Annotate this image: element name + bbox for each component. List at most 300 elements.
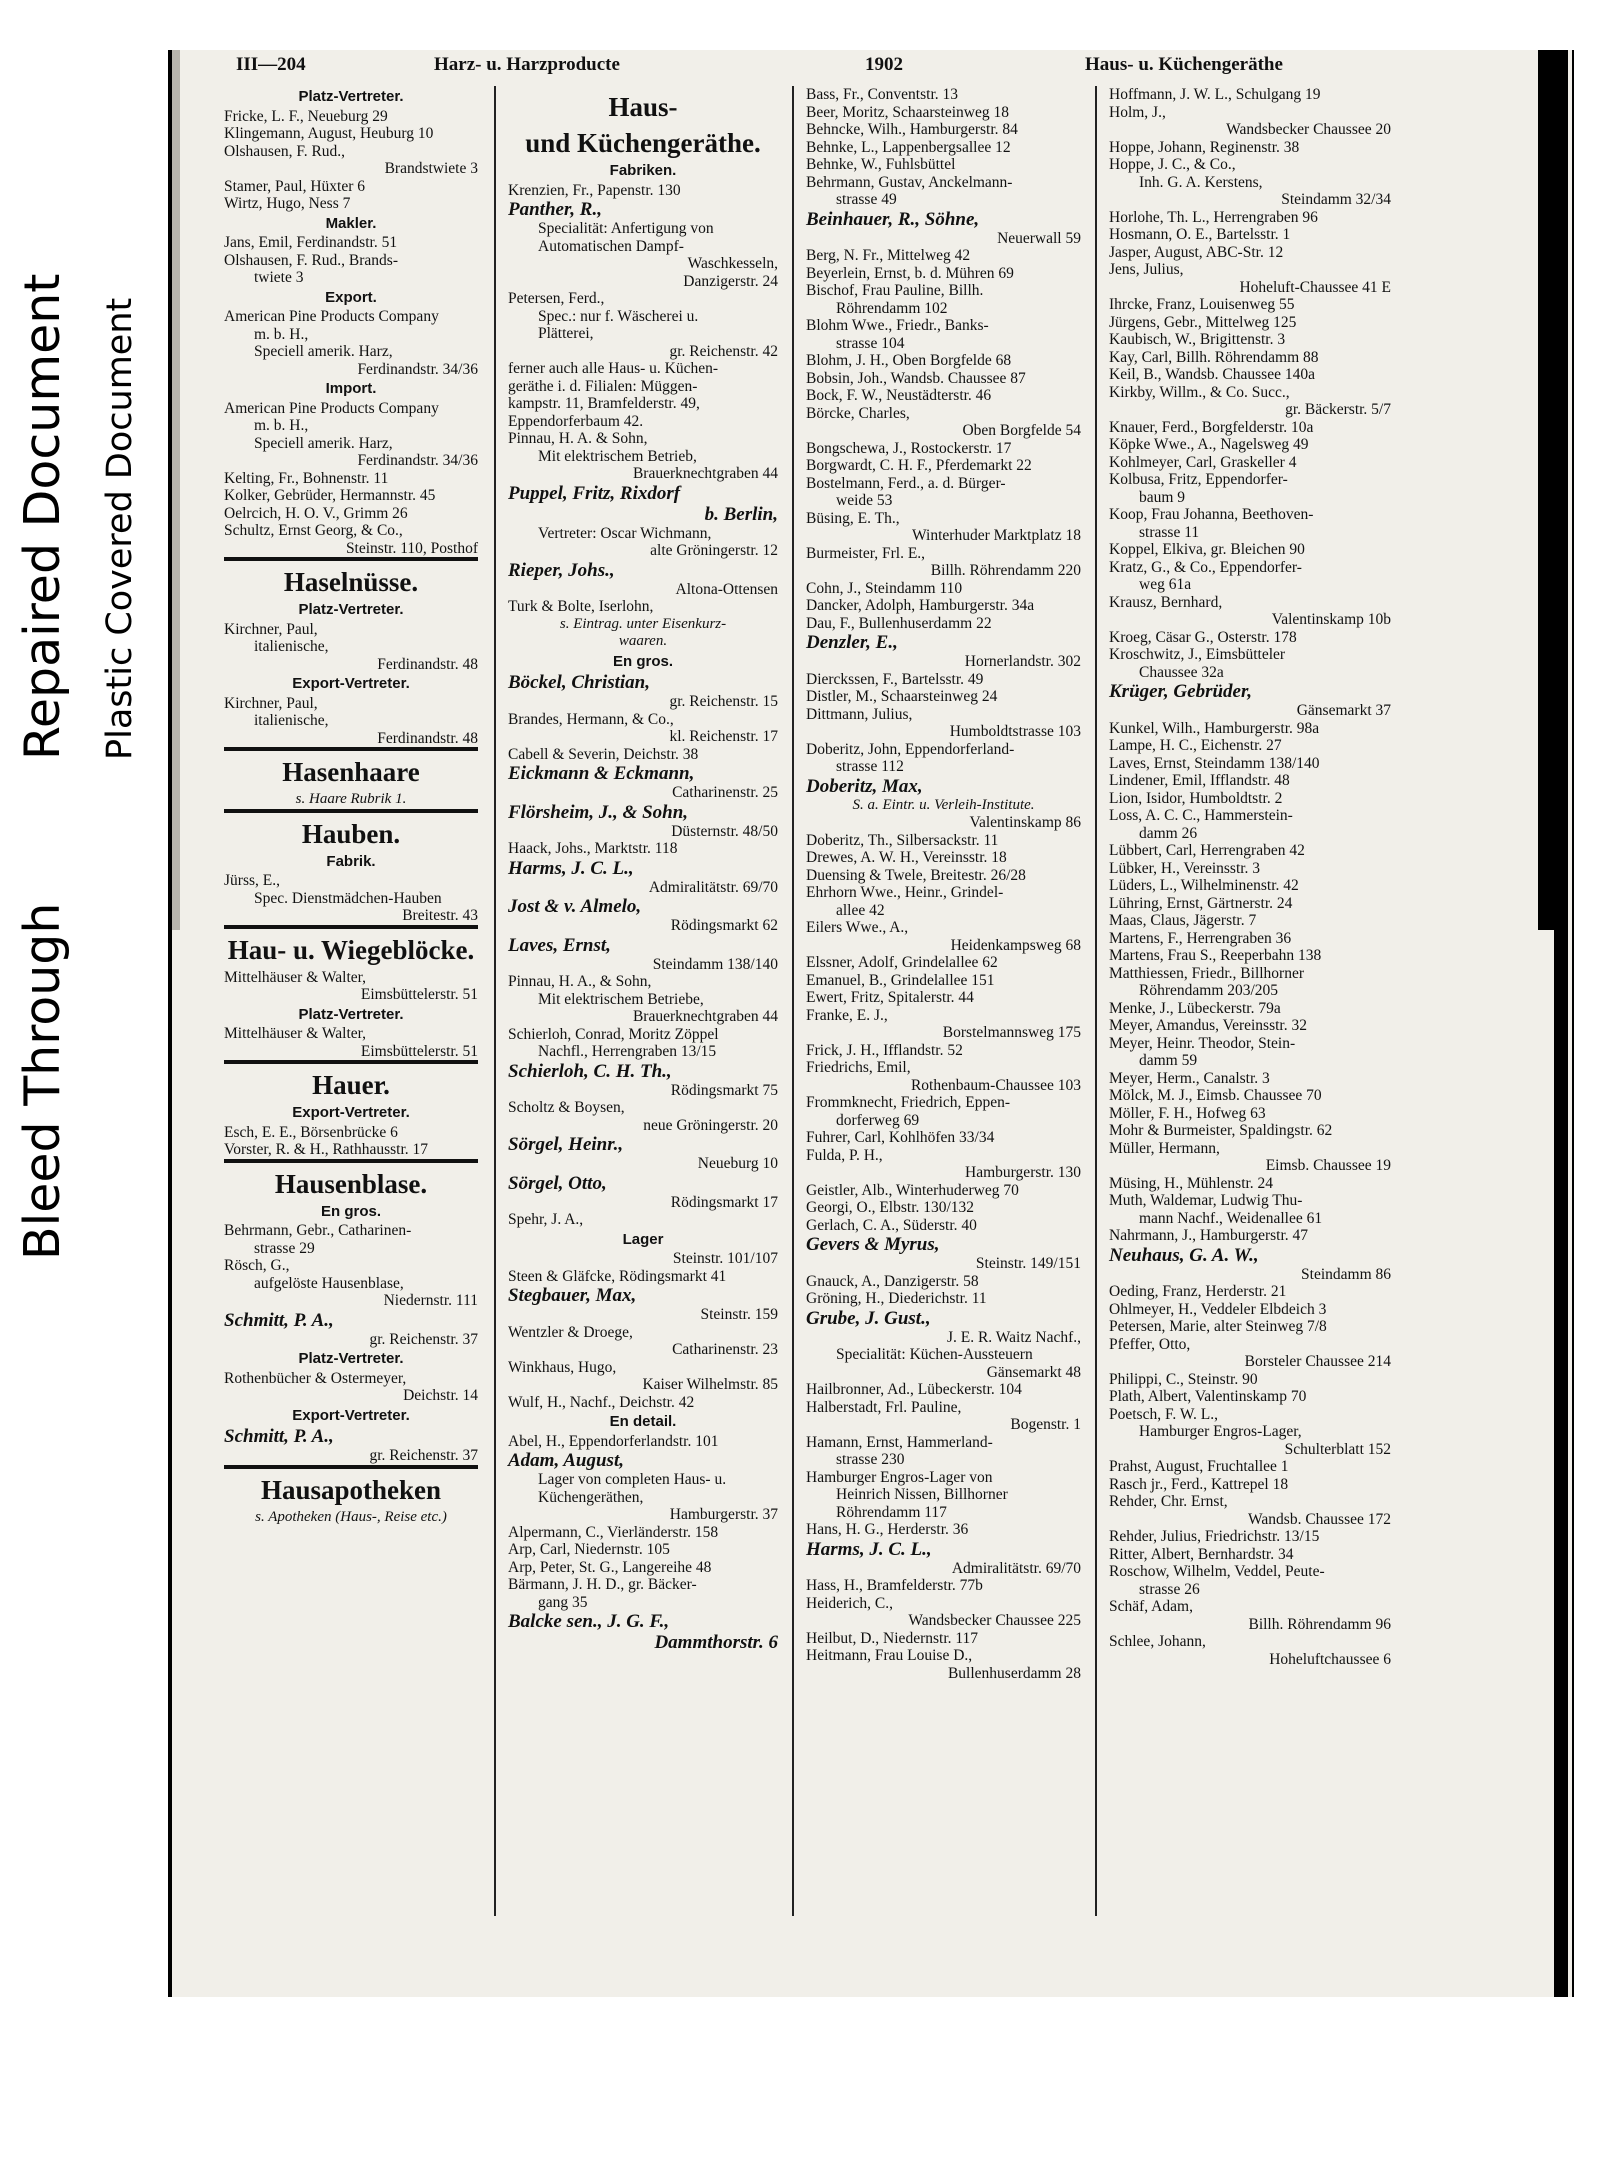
directory-line: s. Apotheken (Haus-, Reise etc.): [255, 1508, 447, 1525]
directory-line: Jürss, E.,: [224, 872, 280, 889]
directory-line: Arp, Carl, Niedernstr. 105: [508, 1541, 670, 1558]
directory-line: Heiderich, C.,: [806, 1594, 893, 1612]
directory-line: Abel, H., Eppendorferlandstr. 101: [508, 1432, 719, 1450]
directory-line: Kratz, G., & Co., Eppendorfer-: [1109, 558, 1302, 576]
directory-line: Kay, Carl, Billh. Röhrendamm 88: [1109, 348, 1319, 366]
directory-line: Ewert, Fritz, Spitalerstr. 44: [806, 989, 974, 1006]
directory-line: Alpermann, C., Vierländerstr. 158: [508, 1523, 719, 1541]
directory-line: Hamburgerstr. 130: [965, 1164, 1081, 1181]
directory-line: Bullenhuserdamm 28: [947, 1664, 1081, 1682]
directory-line: Dau, F., Bullenhuserdamm 22: [806, 614, 992, 632]
directory-line: Beyerlein, Ernst, b. d. Mühren 69: [806, 264, 1014, 282]
directory-line: Fricke, L. F., Neueburg 29: [224, 107, 388, 125]
featured-entry: Schmitt, P. A.,: [224, 1426, 334, 1447]
directory-line: Behncke, Wilh., Hamburgerstr. 84: [806, 121, 1018, 138]
directory-line: Lübker, H., Vereinsstr. 3: [1109, 859, 1261, 877]
directory-line: Rothenbaum-Chaussee 103: [910, 1076, 1081, 1094]
directory-line: Georgi, O., Elbstr. 130/132: [806, 1199, 975, 1216]
directory-line: Brandstwiete 3: [384, 160, 478, 177]
directory-line: Rödingsmarkt 17: [670, 1193, 778, 1211]
directory-line: allee 42: [836, 901, 885, 919]
directory-line: Steinstr. 159: [700, 1306, 778, 1323]
directory-line: Heitmann, Frau Louise D.,: [806, 1647, 973, 1664]
directory-line: Steindamm 32/34: [1281, 191, 1391, 208]
directory-line: Vertreter: Oscar Wichmann,: [538, 524, 712, 542]
directory-line: Nahrmann, J., Hamburgerstr. 47: [1109, 1227, 1309, 1244]
directory-line: Hamburger Engros-Lager von: [806, 1468, 993, 1486]
directory-line: Düsternstr. 48/50: [671, 822, 778, 840]
directory-line: neue Gröningerstr. 20: [643, 1116, 778, 1134]
directory-line: Kirchner, Paul,: [224, 620, 318, 638]
section-heading: Hau- u. Wiegeblöcke.: [227, 934, 475, 965]
label-repaired-document: Repaired Document: [14, 273, 71, 760]
directory-line: Müller, Hermann,: [1109, 1139, 1220, 1157]
directory-line: Hosmann, O. E., Bartelsstr. 1: [1109, 226, 1291, 243]
directory-line: s. Eintrag. unter Eisenkurz-: [559, 615, 727, 632]
featured-entry: Flörsheim, J., & Sohn,: [508, 801, 689, 823]
featured-entry: Laves, Ernst,: [508, 934, 611, 956]
directory-line: Mittelhäuser & Walter,: [224, 1025, 367, 1042]
directory-line: Cohn, J., Steindamm 110: [806, 579, 963, 597]
directory-line: Hoheluft-Chaussee 41 E: [1239, 278, 1391, 296]
section-heading: Hauben.: [301, 818, 401, 849]
directory-line: Röhrendamm 117: [836, 1503, 947, 1521]
directory-line: Behnke, L., Lappenbergsallee 12: [806, 138, 1011, 156]
directory-line: Chaussee 32a: [1139, 663, 1224, 681]
directory-line: Ferdinandstr. 34/36: [357, 452, 478, 469]
featured-entry: Dammthorstr. 6: [654, 1632, 778, 1653]
directory-line: Catharinenstr. 25: [672, 784, 778, 801]
directory-line: aufgelöste Hausenblase,: [254, 1274, 404, 1292]
directory-line: ferner auch alle Haus- u. Küchen-: [508, 360, 719, 377]
directory-line: Horlohe, Th. L., Herrengraben 96: [1109, 208, 1318, 226]
directory-line: Fuhrer, Carl, Kohlhöfen 33/34: [806, 1129, 995, 1146]
directory-line: Schierloh, Conrad, Moritz Zöppel: [508, 1025, 719, 1043]
directory-line: Eimsbüttelerstr. 51: [360, 1042, 478, 1060]
directory-line: Billh. Röhrendamm 96: [1248, 1615, 1391, 1633]
directory-line: Ferdinandstr. 48: [377, 729, 478, 747]
directory-line: Vorster, R. & H., Rathhausstr. 17: [224, 1141, 429, 1158]
featured-entry: Balcke sen., J. G. F.,: [508, 1611, 670, 1632]
directory-line: Pinnau, H. A. & Sohn,: [508, 430, 648, 447]
directory-line: Automatischen Dampf-: [538, 237, 684, 255]
directory-line: Humboldtstrasse 103: [949, 723, 1081, 740]
directory-line: gr. Reichenstr. 42: [669, 342, 778, 360]
directory-line: Köpke Wwe., A., Nagelsweg 49: [1109, 436, 1309, 453]
directory-line: Hoppe, Johann, Reginenstr. 38: [1109, 138, 1300, 156]
page-number: III—204: [236, 54, 306, 75]
directory-line: Oeding, Franz, Herderstr. 21: [1109, 1283, 1287, 1300]
directory-line: Brauerknechtgraben 44: [632, 1008, 778, 1025]
subsection-heading: Fabriken.: [609, 162, 677, 179]
directory-line: Möller, F. H., Hofweg 63: [1109, 1104, 1266, 1122]
featured-entry: Harms, J. C. L.,: [806, 1538, 932, 1560]
directory-line: Ehrhorn Wwe., Heinr., Grindel-: [806, 884, 1004, 901]
directory-line: Plätterei,: [538, 325, 594, 342]
directory-line: Jürgens, Gebr., Mittelweg 125: [1109, 313, 1297, 331]
directory-line: Borgwardt, C. H. F., Pferdemarkt 22: [806, 457, 1032, 474]
directory-line: Martens, Frau S., Reeperbahn 138: [1109, 947, 1322, 964]
directory-line: Röhrendamm 203/205: [1139, 982, 1279, 999]
directory-line: Valentinskamp 86: [969, 814, 1081, 831]
directory-line: Scholtz & Boysen,: [508, 1099, 625, 1116]
directory-line: Hans, H. G., Herderstr. 36: [806, 1521, 969, 1538]
directory-line: Specialität: Anfertigung von: [538, 220, 714, 237]
directory-line: gr. Bäckerstr. 5/7: [1285, 401, 1391, 418]
directory-line: Jans, Emil, Ferdinandstr. 51: [224, 234, 398, 251]
directory-line: Oben Borgfelde 54: [962, 422, 1081, 439]
directory-line: Lion, Isidor, Humboldtstr. 2: [1109, 789, 1283, 807]
directory-line: Martens, F., Herrengraben 36: [1109, 929, 1292, 947]
directory-line: Rehder, Chr. Ernst,: [1109, 1493, 1228, 1510]
directory-line: Koop, Frau Johanna, Beethoven-: [1109, 506, 1314, 523]
directory-line: Altona-Ottensen: [675, 580, 778, 598]
directory-line: Lüders, L., Wilhelminenstr. 42: [1109, 877, 1299, 894]
directory-line: Olshausen, F. Rud.,: [224, 142, 346, 160]
directory-line: Wulf, H., Nachf., Deichstr. 42: [508, 1393, 695, 1411]
directory-line: Heilbut, D., Niedernstr. 117: [806, 1629, 979, 1647]
directory-line: strasse 230: [836, 1451, 905, 1468]
top-margin: [0, 0, 1600, 50]
directory-line: italienische,: [254, 712, 329, 729]
section-heading: Hasenhaare: [282, 757, 420, 787]
directory-line: Pfeffer, Otto,: [1109, 1335, 1191, 1353]
directory-line: Specialität: Küchen-Aussteuern: [836, 1346, 1033, 1363]
directory-line: Prahst, August, Fruchtallee 1: [1109, 1458, 1289, 1475]
column-divider: [494, 86, 496, 1916]
directory-line: Jens, Julius,: [1109, 261, 1184, 278]
directory-line: dorferweg 69: [836, 1111, 920, 1129]
directory-line: Ferdinandstr. 34/36: [357, 360, 478, 378]
directory-line: Mölck, M. J., Eimsb. Chaussee 70: [1109, 1087, 1322, 1104]
column-1: [224, 86, 478, 1526]
directory-line: Speciell amerik. Harz,: [254, 434, 393, 452]
directory-line: Krenzien, Fr., Papenstr. 130: [508, 181, 681, 199]
directory-line: Mittelhäuser & Walter,: [224, 968, 367, 986]
featured-entry: Stegbauer, Max,: [508, 1285, 637, 1306]
subsection-heading: Export.: [325, 288, 377, 306]
directory-line: Neueburg 10: [697, 1155, 778, 1172]
directory-line: Muth, Waldemar, Ludwig Thu-: [1109, 1192, 1303, 1209]
directory-line: kl. Reichenstr. 17: [669, 728, 778, 745]
subsection-heading: Export-Vertreter.: [292, 675, 410, 692]
directory-line: Spehr, J. A.,: [508, 1211, 584, 1228]
directory-line: Spec. Dienstmädchen-Hauben: [254, 889, 442, 907]
directory-line: Kirkby, Willm., & Co. Succ.,: [1109, 383, 1290, 401]
featured-entry: Adam, August,: [508, 1450, 624, 1471]
section-rule: [224, 557, 478, 561]
directory-line: Heinrich Nissen, Billhorner: [836, 1486, 1008, 1503]
directory-line: Poetsch, F. W. L.,: [1109, 1405, 1218, 1423]
featured-entry: Grube, J. Gust.,: [806, 1307, 931, 1329]
directory-line: kampstr. 11, Bramfelderstr. 49,: [508, 395, 700, 412]
directory-line: Kroschwitz, J., Eimsbütteler: [1109, 646, 1286, 663]
directory-line: Koppel, Elkiva, gr. Bleichen 90: [1109, 541, 1305, 558]
directory-line: Stamer, Paul, Hüxter 6: [224, 177, 366, 195]
directory-line: strasse 26: [1139, 1580, 1200, 1598]
section-rule: [224, 1159, 478, 1163]
featured-entry: Panther, R.,: [508, 199, 602, 220]
directory-line: Speciell amerik. Harz,: [254, 343, 393, 360]
label-bleed-through: Bleed Through: [14, 902, 71, 1260]
directory-line: Haack, Johs., Marktstr. 118: [508, 840, 678, 857]
section-heading: Hausapotheken: [260, 1474, 442, 1505]
featured-entry: Schierloh, C. H. Th.,: [508, 1060, 672, 1082]
directory-line: Kaubisch, W., Brigittenstr. 3: [1109, 331, 1286, 348]
directory-line: Geistler, Alb., Winterhuderweg 70: [806, 1181, 1019, 1199]
directory-line: American Pine Products Company: [224, 399, 439, 417]
header-left-title: Harz- u. Harzproducte: [434, 54, 620, 75]
featured-entry: Gevers & Myrus,: [806, 1234, 940, 1255]
directory-line: Brandes, Hermann, & Co.,: [508, 710, 674, 728]
subsection-heading: Lager: [622, 1230, 664, 1248]
featured-entry: Beinhauer, R., Söhne,: [806, 208, 980, 230]
subsection-heading: Fabrik.: [326, 852, 376, 870]
directory-line: Maas, Claus, Jägerstr. 7: [1109, 912, 1257, 929]
directory-line: Rösch, G.,: [224, 1257, 290, 1274]
directory-line: Kaiser Wilhelmstr. 85: [642, 1376, 778, 1393]
directory-line: Behrmann, Gebr., Catharinen-: [224, 1222, 412, 1239]
directory-line: Wandsbecker Chaussee 20: [1226, 121, 1391, 138]
directory-line: weide 53: [836, 492, 893, 509]
directory-line: s. Haare Rubrik 1.: [295, 791, 407, 807]
directory-line: Dancker, Adolph, Hamburgerstr. 34a: [806, 597, 1035, 614]
subsection-heading: Import.: [325, 380, 377, 397]
directory-line: Brauerknechtgraben 44: [632, 465, 778, 482]
directory-line: Rödingsmarkt 75: [670, 1081, 778, 1099]
directory-line: Petersen, Ferd.,: [508, 290, 605, 307]
directory-line: Deichstr. 14: [403, 1387, 478, 1404]
directory-line: Blohm Wwe., Friedr., Banks-: [806, 317, 989, 334]
label-plastic-covered-document: Plastic Covered Document: [100, 297, 140, 760]
directory-line: Rehder, Julius, Friedrichstr. 13/15: [1109, 1528, 1320, 1545]
directory-line: Klingemann, August, Heuburg 10: [224, 125, 434, 142]
directory-line: Neuerwall 59: [997, 229, 1081, 247]
directory-line: Kirchner, Paul,: [224, 694, 318, 712]
directory-line: Wirtz, Hugo, Ness 7: [224, 195, 351, 212]
directory-line: Hamburger Engros-Lager,: [1139, 1423, 1302, 1440]
directory-line: Holm, J.,: [1109, 103, 1166, 121]
directory-line: Behnke, W., Fuhlsbüttel: [806, 156, 956, 173]
directory-line: Röhrendamm 102: [836, 299, 948, 317]
directory-line: Steindamm 86: [1301, 1265, 1391, 1283]
featured-entry: Puppel, Fritz, Rixdorf: [508, 482, 681, 504]
directory-line: strasse 11: [1139, 523, 1200, 541]
directory-line: Meyer, Amandus, Vereinsstr. 32: [1109, 1017, 1307, 1034]
directory-line: Duensing & Twele, Breitestr. 26/28: [806, 866, 1026, 884]
directory-line: Friedrichs, Emil,: [806, 1059, 911, 1076]
directory-line: Heidenkampsweg 68: [950, 936, 1081, 954]
directory-line: Gänsemarkt 37: [1296, 702, 1391, 719]
directory-line: Schultz, Ernst Georg, & Co.,: [224, 522, 403, 539]
directory-line: Wandsbecker Chaussee 225: [908, 1612, 1081, 1629]
subsection-heading: Platz-Vertreter.: [298, 601, 404, 618]
column-divider: [792, 86, 794, 1916]
directory-line: Lager von completen Haus- u.: [538, 1471, 727, 1488]
featured-entry: Denzler, E.,: [806, 632, 898, 653]
directory-line: Bass, Fr., Conventstr. 13: [806, 86, 959, 103]
directory-line: Steinstr. 101/107: [672, 1250, 778, 1267]
directory-line: Kolker, Gebrüder, Hermannstr. 45: [224, 487, 436, 504]
directory-line: Halberstadt, Frl. Pauline,: [806, 1398, 962, 1416]
directory-line: Behrmann, Gustav, Anckelmann-: [806, 173, 1013, 191]
featured-entry: Sörgel, Otto,: [508, 1172, 607, 1194]
directory-line: Meyer, Herm., Canalstr. 3: [1109, 1069, 1270, 1087]
directory-line: Admiralitätstr. 69/70: [648, 878, 778, 896]
directory-line: Steinstr. 149/151: [975, 1255, 1081, 1272]
header-right-title: Haus- u. Küchengeräthe: [1085, 54, 1283, 75]
directory-line: Kolbusa, Fritz, Eppendorfer-: [1109, 471, 1288, 488]
featured-entry: Schmitt, P. A.,: [224, 1309, 334, 1331]
subsection-heading: Export-Vertreter.: [292, 1104, 410, 1121]
subsection-heading: En gros.: [320, 1202, 381, 1220]
directory-line: Hass, H., Bramfelderstr. 77b: [806, 1577, 983, 1594]
directory-line: Berg, N. Fr., Mittelweg 42: [806, 247, 971, 264]
directory-line: Valentinskamp 10b: [1271, 611, 1391, 628]
directory-line: Olshausen, F. Rud., Brands-: [224, 251, 398, 269]
directory-line: Steinstr. 110, Posthof: [345, 539, 478, 557]
directory-line: Ritter, Albert, Bernhardstr. 34: [1109, 1545, 1294, 1563]
column-3: [806, 86, 1081, 1682]
section-rule: [224, 925, 478, 929]
directory-line: Waschkesseln,: [687, 255, 778, 272]
directory-line: Bischof, Frau Pauline, Billh.: [806, 282, 984, 299]
directory-line: damm 59: [1139, 1052, 1198, 1069]
binding-shadow: [172, 50, 180, 930]
directory-line: Schulterblatt 152: [1284, 1440, 1391, 1458]
directory-line: damm 26: [1139, 824, 1198, 842]
featured-entry: Jost & v. Almelo,: [508, 896, 642, 917]
directory-line: Beer, Moritz, Schaarsteinweg 18: [806, 103, 1009, 121]
directory-line: Schlee, Johann,: [1109, 1633, 1206, 1650]
directory-line: Elssner, Adolf, Grindelallee 62: [806, 954, 998, 971]
directory-line: Bock, F. W., Neustädterstr. 46: [806, 387, 992, 404]
directory-line: Matthiessen, Friedr., Billhorner: [1109, 964, 1305, 982]
directory-line: Pinnau, H. A., & Sohn,: [508, 973, 652, 990]
directory-line: Arp, Peter, St. G., Langereihe 48: [508, 1558, 712, 1576]
featured-entry: Böckel, Christian,: [508, 672, 650, 693]
subsection-heading: Platz-Vertreter.: [298, 1005, 404, 1023]
directory-line: Lampe, H. C., Eichenstr. 27: [1109, 737, 1282, 754]
directory-line: Rothenbücher & Ostermeyer,: [224, 1369, 407, 1387]
scan-border: [1538, 50, 1568, 1997]
directory-line: Doberitz, John, Eppendorferland-: [806, 740, 1015, 758]
directory-line: Jasper, August, ABC-Str. 12: [1109, 243, 1284, 261]
directory-line: gang 35: [538, 1593, 588, 1611]
directory-line: Dittmann, Julius,: [806, 705, 913, 723]
directory-line: Schäf, Adam,: [1109, 1598, 1193, 1615]
section-heading: Haselnüsse.: [283, 567, 419, 597]
directory-line: Esch, E. E., Börsenbrücke 6: [224, 1123, 398, 1141]
directory-line: Eimsbüttelerstr. 51: [360, 986, 478, 1003]
directory-line: Plath, Albert, Valentinskamp 70: [1109, 1388, 1307, 1405]
directory-line: American Pine Products Company: [224, 308, 439, 325]
featured-entry: b. Berlin,: [704, 503, 778, 525]
directory-line: Lühring, Ernst, Gärtnerstr. 24: [1109, 894, 1293, 912]
directory-line: Laves, Ernst, Steindamm 138/140: [1109, 754, 1320, 772]
directory-line: Mit elektrischem Betriebe,: [538, 990, 704, 1008]
directory-line: S. a. Eintr. u. Verleih-Institute.: [852, 796, 1035, 813]
directory-line: Winterhuder Marktplatz 18: [912, 527, 1081, 544]
featured-entry: Doberitz, Max,: [806, 775, 923, 797]
directory-line: Kelting, Fr., Bohnenstr. 11: [224, 469, 389, 487]
directory-line: Gröning, H., Diederichstr. 11: [806, 1290, 987, 1307]
directory-line: strasse 29: [254, 1239, 315, 1257]
directory-line: geräthe i. d. Filialen: Müggen-: [508, 377, 698, 395]
directory-line: Nachfl., Herrengraben 13/15: [538, 1043, 717, 1060]
subsection-heading: Export-Vertreter.: [292, 1406, 410, 1424]
directory-line: Oelrcich, H. O. V., Grimm 26: [224, 504, 408, 522]
directory-line: strasse 104: [836, 334, 905, 352]
directory-line: Hoppe, J. C., & Co.,: [1109, 156, 1236, 173]
directory-line: Meyer, Heinr. Theodor, Stein-: [1109, 1034, 1296, 1052]
section-heading: Hauer.: [312, 1070, 390, 1100]
directory-line: Admiralitätstr. 69/70: [951, 1559, 1081, 1577]
directory-line: Frommknecht, Friedrich, Eppen-: [806, 1094, 1011, 1111]
directory-line: Steen & Gläfcke, Rödingsmarkt 41: [508, 1267, 727, 1285]
directory-line: Roschow, Wilhelm, Veddel, Peute-: [1109, 1563, 1325, 1580]
page-header: [172, 54, 1532, 80]
directory-line: mann Nachf., Weidenallee 61: [1139, 1209, 1323, 1227]
header-year: 1902: [865, 54, 903, 75]
directory-line: Lübbert, Carl, Herrengraben 42: [1109, 842, 1305, 859]
subsection-heading: En detail.: [609, 1413, 677, 1430]
directory-line: Gänsemarkt 48: [986, 1363, 1081, 1381]
column-4: [1109, 86, 1391, 1668]
directory-line: Eppendorferbaum 42.: [508, 412, 644, 430]
directory-line: Hailbronner, Ad., Lübeckerstr. 104: [806, 1381, 1022, 1398]
section-heading: Hausenblase.: [274, 1168, 428, 1199]
directory-line: Kunkel, Wilh., Hamburgerstr. 98a: [1109, 719, 1320, 737]
directory-line: Kohlmeyer, Carl, Graskeller 4: [1109, 453, 1297, 471]
directory-line: Petersen, Marie, alter Steinweg 7/8: [1109, 1318, 1327, 1335]
directory-line: strasse 49: [836, 191, 897, 208]
sidebar-labels: [0, 50, 168, 1997]
directory-line: Rasch jr., Ferd., Kattrepel 18: [1109, 1475, 1289, 1493]
directory-line: Breitestr. 43: [402, 907, 478, 924]
directory-line: Ohlmeyer, H., Veddeler Elbdeich 3: [1109, 1300, 1327, 1318]
directory-line: Borstelmannsweg 175: [942, 1024, 1081, 1041]
directory-line: Eimsb. Chaussee 19: [1265, 1157, 1391, 1174]
directory-line: Hoheluftchaussee 6: [1269, 1650, 1391, 1668]
directory-line: Hoffmann, J. W. L., Schulgang 19: [1109, 86, 1321, 103]
directory-line: Winkhaus, Hugo,: [508, 1358, 617, 1376]
directory-line: Inh. G. A. Kerstens,: [1139, 173, 1263, 191]
section-rule: [224, 809, 478, 813]
directory-line: Catharinenstr. 23: [672, 1341, 778, 1358]
directory-line: Knauer, Ferd., Borgfelderstr. 10a: [1109, 418, 1314, 436]
directory-line: m. b. H.,: [254, 325, 309, 343]
featured-entry: Eickmann & Eckmann,: [508, 763, 695, 784]
directory-line: Danzigerstr. 24: [683, 272, 778, 290]
directory-line: Küchengeräthen,: [538, 1488, 644, 1506]
directory-line: gr. Reichenstr. 37: [369, 1447, 478, 1464]
directory-line: J. E. R. Waitz Nachf.,: [946, 1328, 1081, 1346]
section-rule: [224, 747, 478, 751]
directory-line: Frick, J. H., Ifflandstr. 52: [806, 1041, 963, 1059]
directory-line: Blohm, J. H., Oben Borgfelde 68: [806, 352, 1012, 369]
directory-line: Ihrcke, Franz, Louisenweg 55: [1109, 296, 1295, 313]
directory-line: twiete 3: [254, 269, 304, 286]
directory-line: Loss, A. C. C., Hammerstein-: [1109, 807, 1293, 824]
section-rule: [224, 1060, 478, 1064]
directory-line: Büsing, E. Th.,: [806, 509, 900, 527]
directory-line: Dierckssen, F., Bartelsstr. 49: [806, 670, 984, 688]
directory-line: Emanuel, B., Grindelallee 151: [806, 971, 995, 989]
directory-line: strasse 112: [836, 758, 904, 775]
directory-line: Bobsin, Joh., Wandsb. Chaussee 87: [806, 369, 1026, 387]
scanned-page: [168, 50, 1574, 1997]
